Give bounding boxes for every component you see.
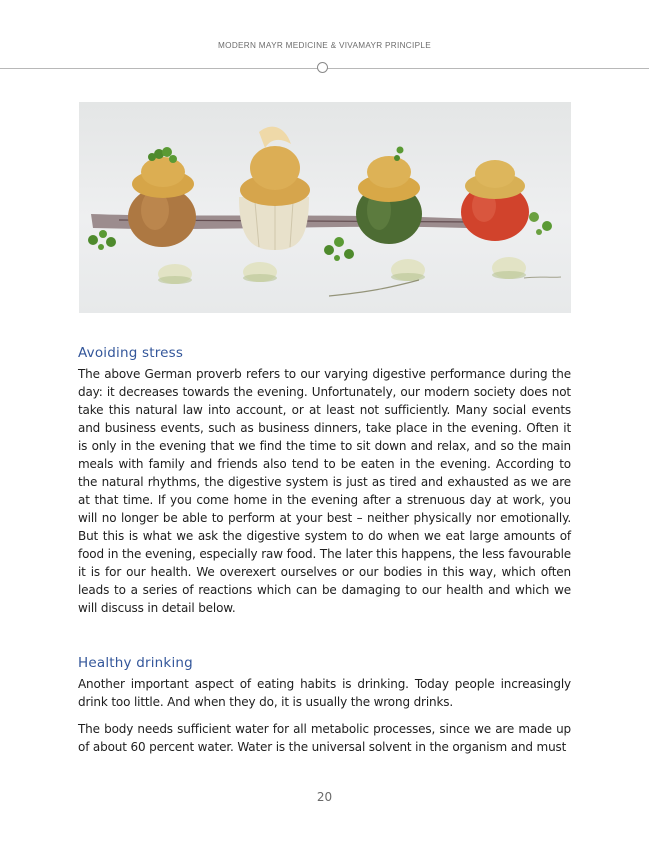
section-heading: Avoiding stress: [78, 345, 184, 361]
article-body: [78, 343, 571, 756]
section-heading: Healthy drinking: [78, 655, 193, 671]
paragraph: The above German proverb refers to our varying digestive performance during the day: it decreases towards the evening. Unfortunately, our modern society does not take this natural law into account, or at least not sufficiently. Many social events and business events, such as business dinners, take place in the evening. Often it is only in the evening that we find the time to sit down and relax, and so the main meals with family and friends also tend to be eaten in the evening. According to the natural rhythms, the digestive system is just as tired and exhausted as we are at that time. If you come home in the evening after a strenuous day at work, you will no longer be able to perform at your best – neither physically nor emotionally. But this is what we ask the digestive system to do when we eat large amounts of food in the evening, especially raw food. The later this happens, the less favourable it is for our health. We overexert ourselves or our bodies in this way, which often leads to a series of reactions which can be damaging to our health and which we will discuss in detail below.: [78, 367, 571, 615]
paragraph: Another important aspect of eating habits is drinking. Today people increasingly drink too little. And when they do, it is usually the wrong drinks.: [78, 677, 571, 709]
paragraph: The body needs sufficient water for all metabolic processes, since we are made up of about 60 percent water. Water is the universal solvent in the organism and must: [78, 722, 571, 754]
food-photo: [79, 102, 571, 313]
section-healthy-drinking: [78, 653, 571, 756]
header-circle-ornament: [317, 62, 328, 73]
running-header-title: MODERN MAYR MEDICINE & VIVAMAYR PRINCIPLE: [218, 41, 431, 50]
page-number: 20: [316, 790, 333, 804]
section-avoiding-stress: [78, 343, 571, 617]
